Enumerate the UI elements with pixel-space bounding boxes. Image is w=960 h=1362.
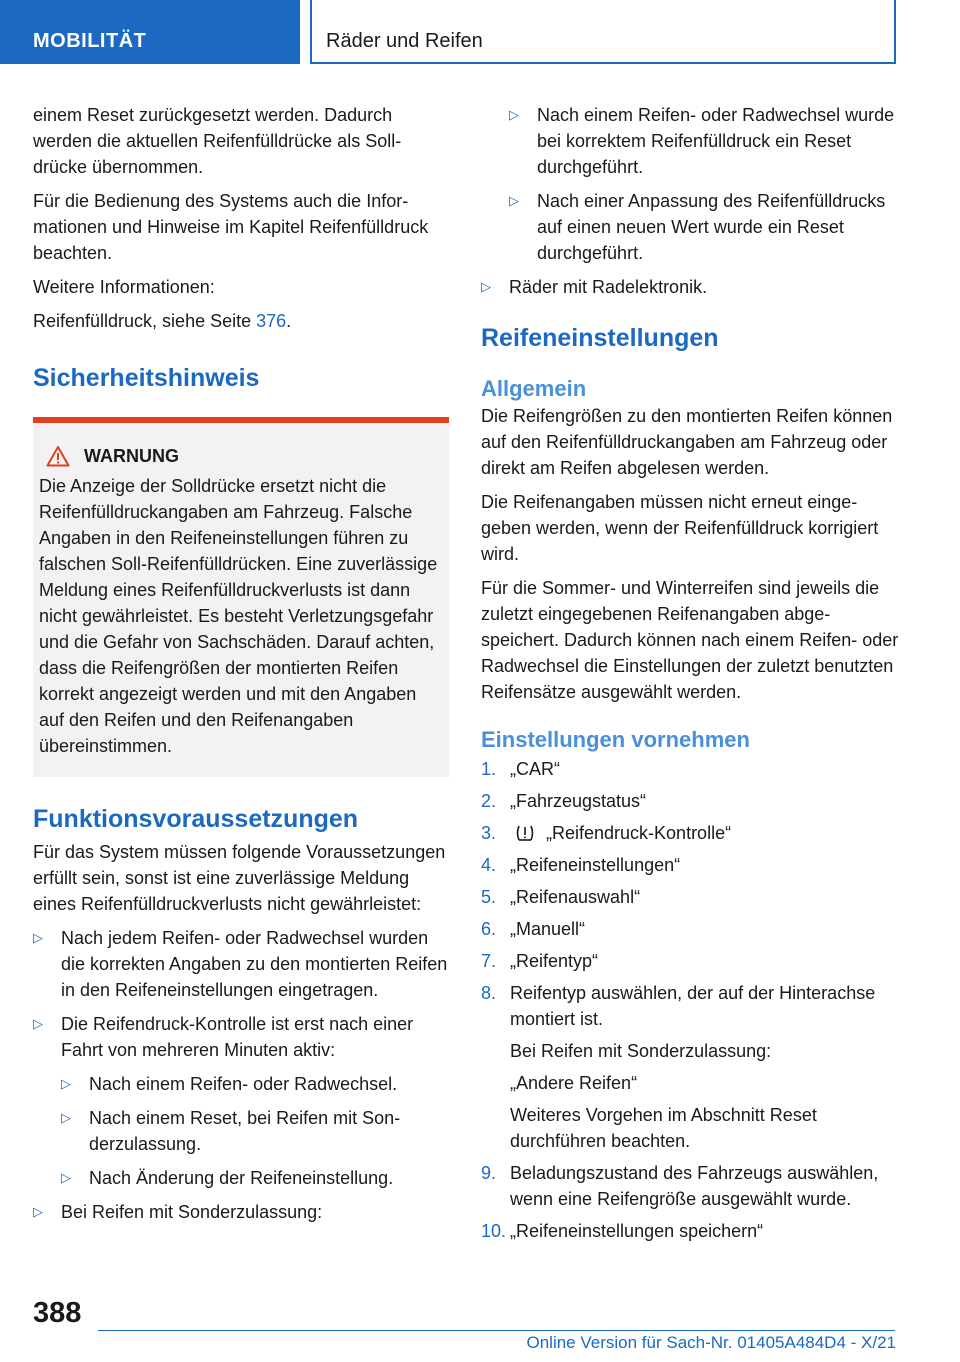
step-item [481,980,901,1154]
step-text: „Reifenauswahl“ [510,887,641,907]
paragraph: Die Reifengrößen zu den montierten Reifen können auf den Reifenfülldruckangaben am Fahrzeug oder direkt am Reifen abgelesen werden. [481,406,893,478]
footer-divider [98,1330,895,1331]
step-text: „Reifeneinstellungen“ [510,855,681,875]
step-text: Reifentyp auswählen, der auf der Hinterachse montiert ist. [510,983,876,1029]
heading-safety: Sicherheitshinweis [33,364,260,392]
step-number: 9. [481,1163,497,1183]
sub-list-item-text: Nach einem Reset, bei Reifen mit Sonderzulassung. [89,1108,401,1154]
requirements-list-continued [481,274,901,300]
list-item-text: Bei Reifen mit Sonderzulassung: [61,1202,323,1222]
heading-functions: Funktionsvoraussetzungen [33,805,359,833]
left-column [33,102,449,1233]
warning-header [39,443,443,469]
paragraph: Für die Sommer- und Winterreifen sind jeweils die zuletzt eingegebenen Reifenangaben abgespeichert. Dadurch können nach einem Reifen- oder Radwechsel die Einstellungen der zuletzt benutzten Reifensätze ausgewählt werden. [481,578,899,702]
step-number: 7. [481,951,497,971]
page-link[interactable]: 376 [256,311,287,331]
warning-text: Die Anzeige der Solldrücke ersetzt nicht die Reifenfülldruckangaben am Fahrzeug. Falsche Angaben in den Reifeneinstellungen führen zu falschen Soll-Reifenfülldrücken. Eine zuverlässige Meldung eines Reifenfülldruckverlusts ist dann nicht gewährleistet. Es besteht Verletzungsgefahr und die Gefahr von Sachschäden. Darauf achten, dass die Reifengrößen der montierten Reifen korrekt angezeigt werden und mit den Angaben auf den Reifen und den Reifenangaben übereinstimmen. [39,476,438,756]
step-item [481,756,901,782]
heading-tire-settings: Reifeneinstellungen [481,324,719,352]
sub-list-item-text: Nach einem Reifen- oder Radwechsel. [89,1074,398,1094]
sub-list [61,1071,449,1191]
step-item [481,948,901,974]
sub-list-continued [481,102,901,266]
list-item [33,1199,449,1225]
sub-list-item [509,102,901,180]
heading-general: Allgemein [481,376,587,401]
step-item [481,916,901,942]
step-text: „Fahrzeugstatus“ [510,791,647,811]
sub-list-item [61,1071,449,1097]
paragraph-reference [33,308,449,334]
list-item-text: Räder mit Radelektronik. [509,277,708,297]
step-item [481,820,901,846]
step-text: „Reifendruck-Kontrolle“ [546,823,732,843]
step-number: 2. [481,791,497,811]
step-text: „Manuell“ [510,919,586,939]
list-item-text: Nach jedem Reifen- oder Radwechsel wurden die korrekten Angaben zu den montierten Reifen in den Reifeneinstellungen eingetragen. [61,928,448,1000]
list-item [33,925,449,1003]
header-section: MOBILITÄT [0,0,300,64]
step-number: 8. [481,983,497,1003]
step-text: „Reifeneinstellungen speichern“ [510,1221,764,1241]
step-text: „Reifentyp“ [510,951,599,971]
heading-steps: Einstellungen vornehmen [481,727,750,752]
step-note: Bei Reifen mit Sonderzulassung: [510,1041,772,1061]
step-item [481,788,901,814]
step-number: 4. [481,855,497,875]
sub-list-item-text: Nach einer Anpassung des Reifenfülldrucks auf einen neuen Wert wurde ein Reset durchgeführt. [537,191,886,263]
reference-text: Reifenfülldruck, siehe Seite [33,311,257,331]
step-item [481,1218,901,1244]
paragraph: Für das System müssen folgende Voraussetzungen erfüllt sein, sonst ist eine zuverlässige Meldung eines Reifenfülldruckverlusts nicht gewährleistet: [33,842,446,914]
paragraph: einem Reset zurückgesetzt werden. Dadurch werden die aktuellen Reifenfülldrücke als Solldrücke übernommen. [33,105,402,177]
sub-list-item-text: Nach einem Reifen- oder Radwechsel wurde bei korrektem Reifenfülldruck ein Reset durchgeführt. [537,105,895,177]
paragraph: Weitere Informationen: [33,277,215,297]
page-number: 388 [33,1297,82,1329]
list-item [33,1011,449,1191]
step-note: „Andere Reifen“ [510,1073,638,1093]
step-item [481,884,901,910]
list-item-text: Die Reifendruck-Kontrolle ist erst nach einer Fahrt von mehreren Minuten aktiv: [61,1014,414,1060]
tire-pressure-icon [514,823,536,843]
sub-list-item [61,1105,449,1157]
reference-end: . [286,311,292,331]
step-text: „CAR“ [510,759,560,779]
header-chapter: Räder und Reifen [310,0,896,64]
step-text: Beladungszustand des Fahrzeugs auswählen, wenn eine Reifengröße ausgewählt wurde. [510,1163,879,1209]
sub-list-item [61,1165,449,1191]
step-number: 5. [481,887,497,907]
step-item [481,1160,901,1212]
step-note: Weiteres Vorgehen im Abschnitt Reset durchführen beachten. [510,1105,817,1151]
warning-title: WARNUNG [84,446,179,466]
right-column [481,102,901,1250]
paragraph: Die Reifenangaben müssen nicht erneut eingegeben werden, wenn der Reifenfülldruck korrigiert wird. [481,492,879,564]
step-number: 3. [481,823,497,843]
warning-triangle-icon [46,445,70,467]
step-number: 1. [481,759,497,779]
sub-list-item-text: Nach Änderung der Reifeneinstellung. [89,1168,394,1188]
sub-list-item [509,188,901,266]
steps-list [481,756,901,1244]
warning-box [33,417,449,777]
paragraph: Für die Bedienung des Systems auch die Informationen und Hinweise im Kapitel Reifenfülldruck beachten. [33,191,429,263]
footer-text: Online Version für Sach-Nr. 01405A484D4 - X/21 [526,1333,896,1352]
step-number: 6. [481,919,497,939]
list-item [481,274,901,300]
step-number: 10. [481,1221,507,1241]
step-item [481,852,901,878]
requirements-list [33,925,449,1225]
